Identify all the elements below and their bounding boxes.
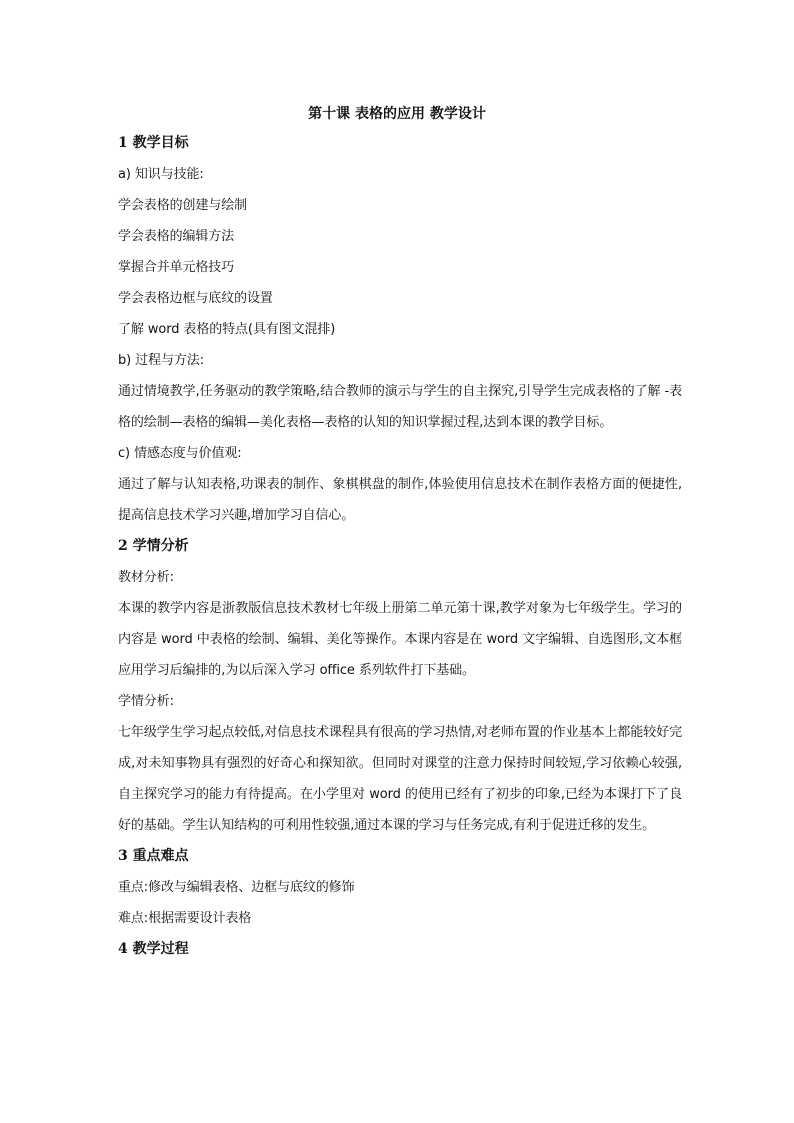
- section-heading-key-points: 3 重点难点: [118, 848, 189, 864]
- section-heading-process: 4 教学过程: [118, 941, 189, 957]
- subheading-knowledge-skills: a) 知识与技能:: [118, 167, 204, 182]
- attitudes-values-paragraph: 通过了解与认知表格,功课表的制作、象棋棋盘的制作,体验使用信息技术在制作表格方面的便捷性,提高信息技术学习兴趣,增加学习自信心。: [118, 477, 682, 523]
- subheading-attitudes-values: c) 情感态度与价值观:: [118, 446, 242, 461]
- section-heading-analysis: 2 学情分析: [118, 538, 189, 554]
- objective-item: 学会表格的创建与绘制: [118, 198, 248, 213]
- objective-item: 学会表格的编辑方法: [118, 229, 235, 244]
- difficulty-text: 难点:根据需要设计表格: [118, 911, 252, 926]
- student-analysis-paragraph: 七年级学生学习起点较低,对信息技术课程具有很高的学习热情,对老师布置的作业基本上都能较好完成,对未知事物具有强烈的好奇心和探知欲。但同时对课堂的注意力保持时间较短,学习依赖心较强,自主探究学习的能力有待提高。在小学里对 word 的使用已经有了初步的印象,已经为本课打下了良好的基础。学生认知结构的可利用性较强,通过本课的学习与任务完成,有利于促进迁移的发生。: [118, 725, 682, 833]
- objective-item: 掌握合并单元格技巧: [118, 260, 235, 275]
- key-point-text: 重点:修改与编辑表格、边框与底纹的修饰: [118, 880, 355, 895]
- document-body: [118, 128, 682, 965]
- document-title: 第十课 表格的应用 教学设计: [308, 106, 486, 122]
- process-methods-paragraph: 通过情境教学,任务驱动的教学策略,结合教师的演示与学生的自主探究,引导学生完成表格的了解 -表格的绘制—表格的编辑—美化表格—表格的认知的知识掌握过程,达到本课的教学目标。: [118, 384, 682, 430]
- subheading-student-analysis: 学情分析:: [118, 694, 174, 709]
- subheading-material-analysis: 教材分析:: [118, 570, 174, 585]
- section-heading-objectives: 1 教学目标: [118, 135, 189, 151]
- objective-item: 学会表格边框与底纹的设置: [118, 291, 273, 306]
- subheading-process-methods: b) 过程与方法:: [118, 353, 204, 368]
- objective-item: 了解 word 表格的特点(具有图文混排): [118, 322, 336, 337]
- material-analysis-paragraph: 本课的教学内容是浙教版信息技术教材七年级上册第二单元第十课,教学对象为七年级学生。学习的内容是 word 中表格的绘制、编辑、美化等操作。本课内容是在 word 文字编辑、自选图形,文本框应用学习后编排的,为以后深入学习 office 系列软件打下基础。: [118, 601, 682, 678]
